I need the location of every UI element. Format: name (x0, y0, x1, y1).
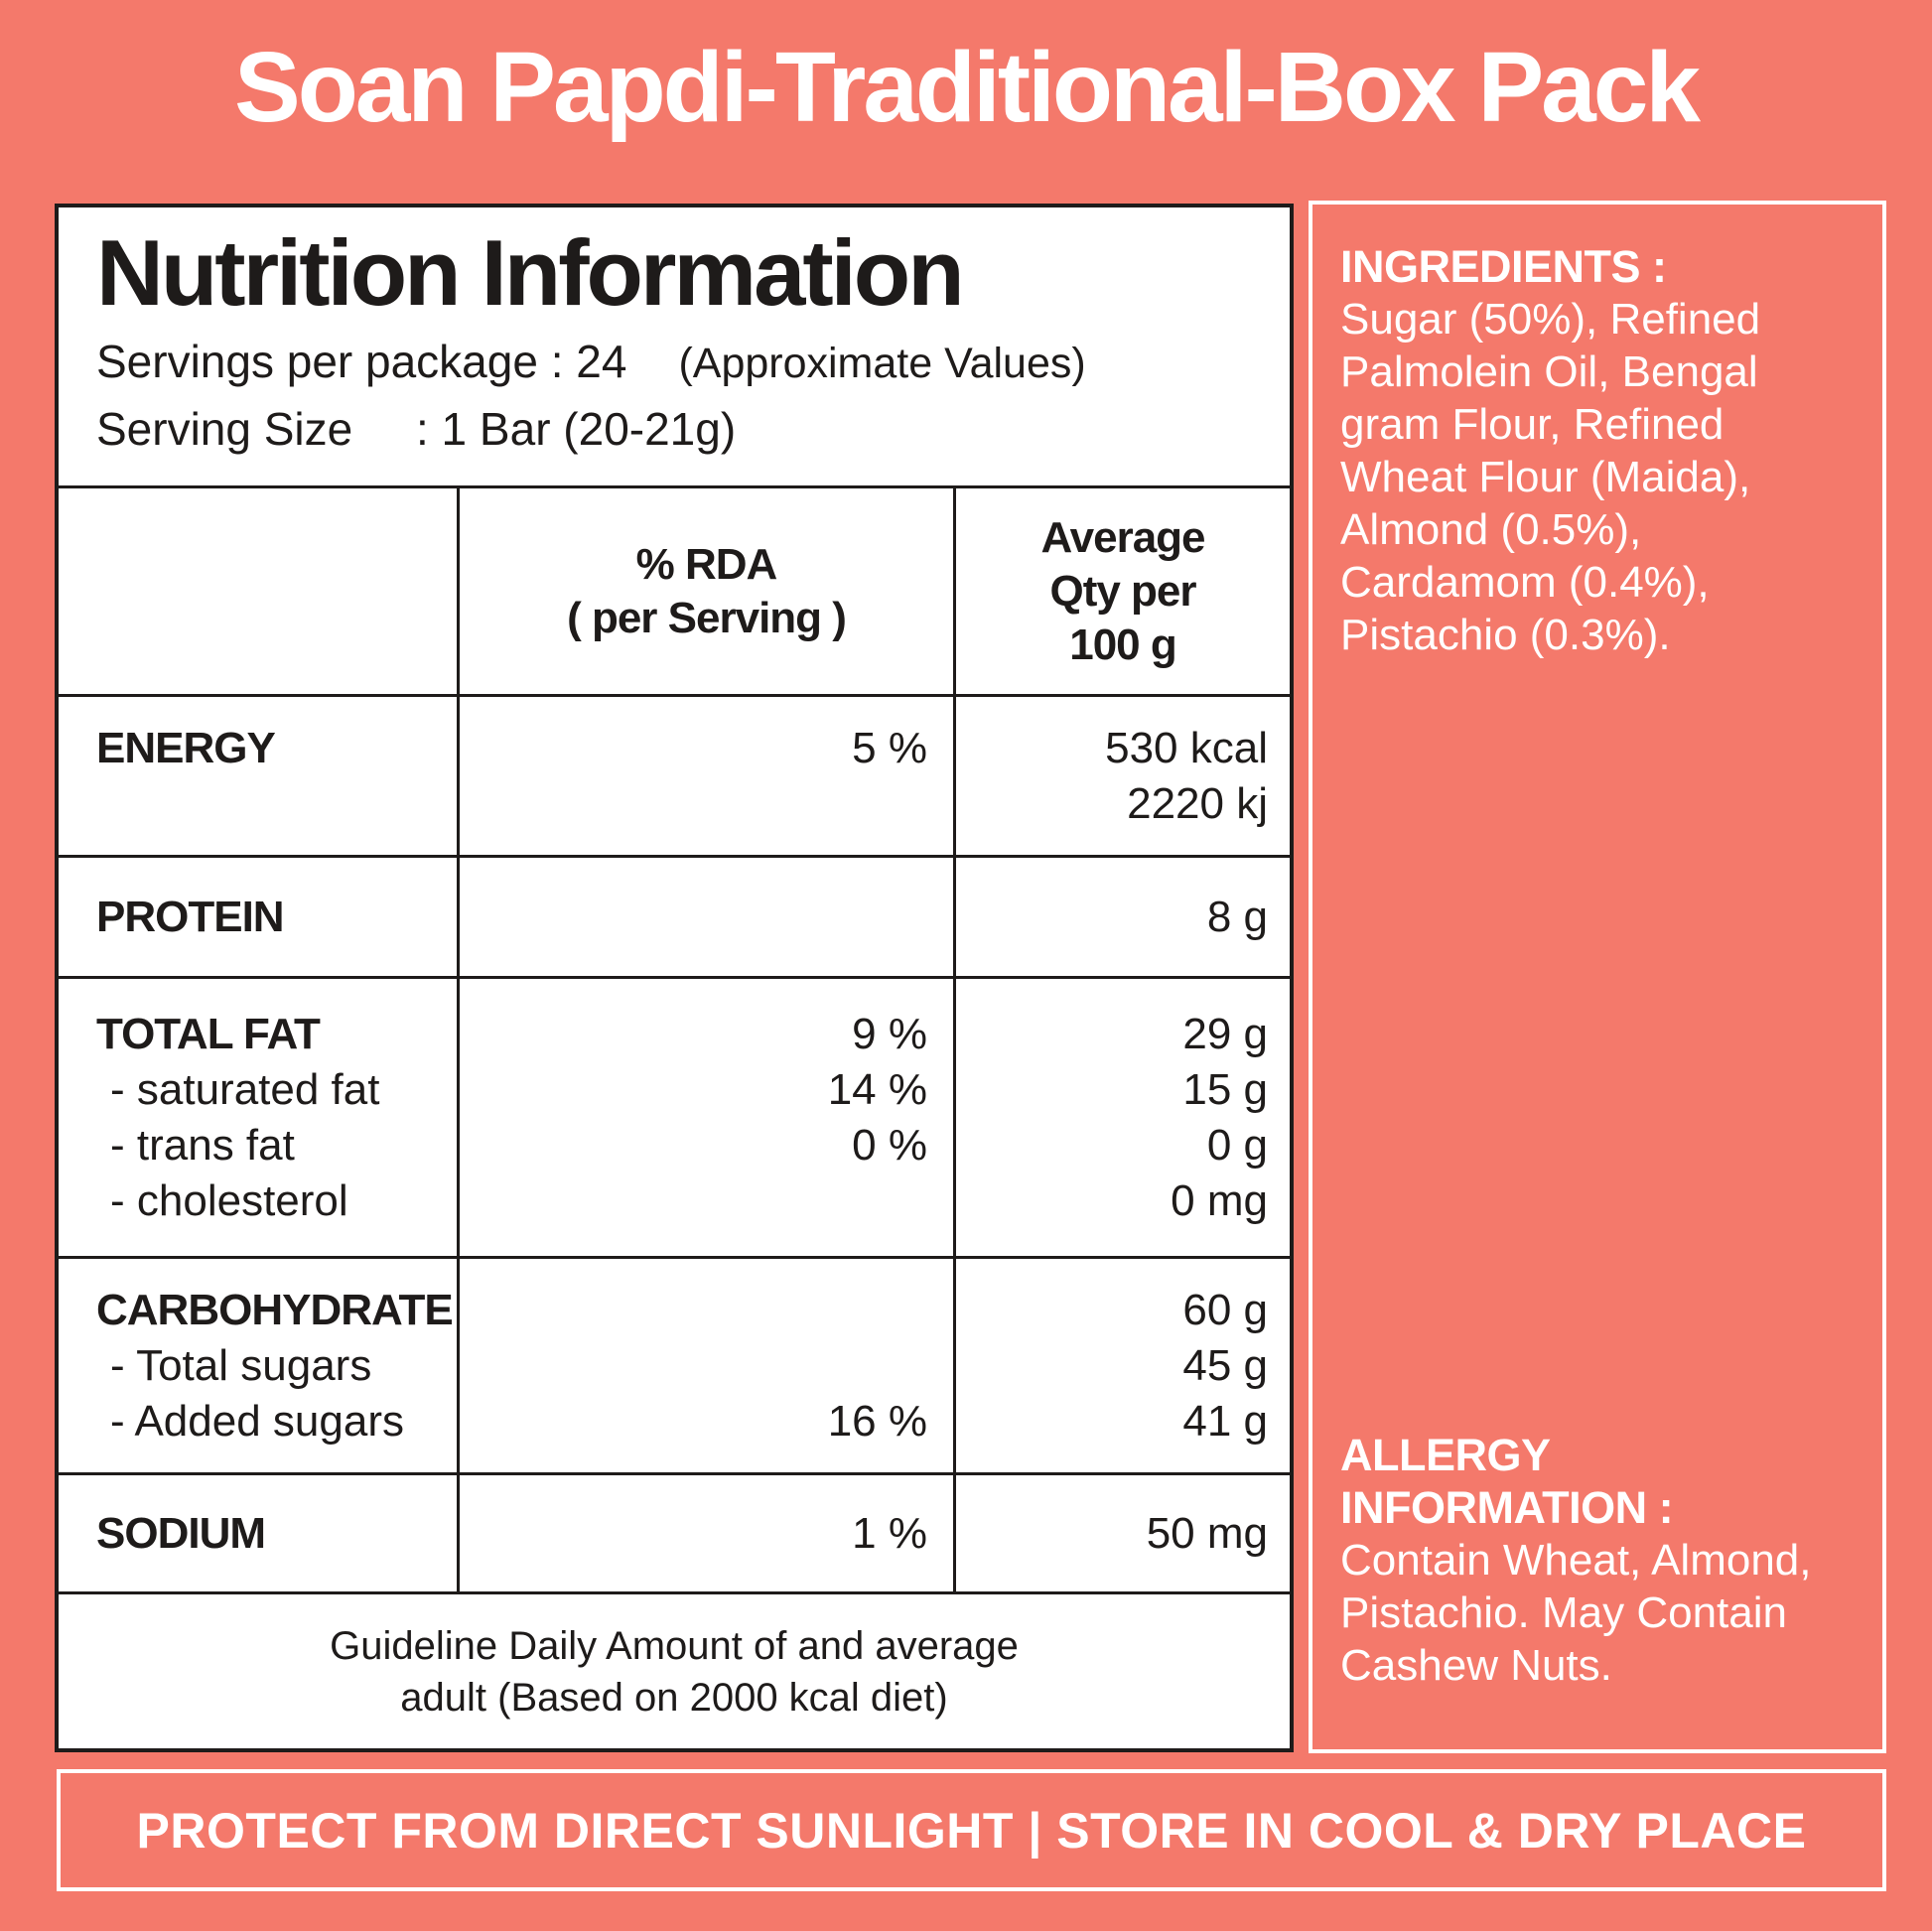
carbohydrate-label: CARBOHYDRATE (96, 1285, 453, 1334)
energy-label-cell (59, 697, 457, 855)
serving-size-line (96, 402, 1266, 456)
energy-qty-cell (953, 697, 1290, 855)
allergy-heading: ALLERGY INFORMATION : (1340, 1430, 1674, 1533)
rda-header-line: % RDA (635, 539, 777, 589)
protein-label-cell (59, 858, 457, 976)
avg-header-line: Average (1040, 512, 1205, 562)
cholesterol-label: - cholesterol (110, 1175, 348, 1225)
energy-label: ENERGY (96, 723, 275, 772)
energy-rda-cell (457, 697, 953, 855)
total-fat-label: TOTAL FAT (96, 1009, 320, 1058)
servings-line (96, 335, 1266, 388)
carbohydrate-rda-cell (457, 1259, 953, 1472)
added-sugars-label: - Added sugars (110, 1396, 404, 1446)
nutrition-table (59, 485, 1290, 1748)
added-sugars-rda-value: 16 % (827, 1396, 927, 1446)
spacer-line (460, 1173, 953, 1229)
spacer-line (460, 1338, 953, 1394)
table-row-sodium (59, 1475, 1290, 1594)
protein-rda-cell (457, 858, 953, 976)
total-fat-rda-value: 9 % (852, 1009, 927, 1058)
carbohydrate-qty-value: 60 g (1182, 1285, 1268, 1334)
saturated-fat-rda-value: 14 % (827, 1064, 927, 1114)
serving-size-label: Serving Size (96, 403, 353, 455)
carbohydrate-label-cell (59, 1259, 457, 1472)
total-fat-qty-value: 29 g (1182, 1009, 1268, 1058)
sodium-qty-value: 50 mg (1146, 1508, 1268, 1558)
guideline-note-line: Guideline Daily Amount of and average (330, 1623, 1019, 1668)
avg-header-line: Qty per (1049, 566, 1196, 616)
total-fat-label-cell (59, 979, 457, 1256)
spacer-line (460, 776, 953, 832)
energy-kcal-value: 530 kcal (1105, 723, 1268, 772)
trans-fat-label: - trans fat (110, 1120, 295, 1170)
header-avg-cell (953, 488, 1290, 694)
servings-per-package: Servings per package : 24 (96, 336, 627, 387)
ingredients-heading: INGREDIENTS : (1340, 241, 1667, 292)
sodium-label: SODIUM (96, 1508, 265, 1558)
nutrition-box (55, 204, 1294, 1752)
table-row-carbohydrate (59, 1259, 1290, 1475)
storage-instructions-text: PROTECT FROM DIRECT SUNLIGHT | STORE IN COOL & DRY PLACE (136, 1802, 1807, 1859)
avg-header-line: 100 g (1069, 620, 1176, 669)
trans-fat-rda-value: 0 % (852, 1120, 927, 1170)
spacer-line (460, 890, 953, 945)
header-blank-cell (59, 488, 457, 694)
guideline-note-line: adult (Based on 2000 kcal diet) (400, 1675, 948, 1720)
spacer-line (96, 776, 457, 832)
serving-size-value: : 1 Bar (20-21g) (416, 403, 737, 455)
nutrition-heading: Nutrition Information (96, 220, 962, 325)
total-sugars-qty-value: 45 g (1182, 1340, 1268, 1390)
trans-fat-qty-value: 0 g (1206, 1120, 1268, 1170)
rda-header-line: ( per Serving ) (567, 593, 846, 642)
sodium-rda-value: 1 % (852, 1508, 927, 1558)
saturated-fat-qty-value: 15 g (1182, 1064, 1268, 1114)
saturated-fat-label: - saturated fat (110, 1064, 380, 1114)
total-sugars-label: - Total sugars (110, 1340, 372, 1390)
cholesterol-qty-value: 0 mg (1171, 1175, 1268, 1225)
sodium-qty-cell (953, 1475, 1290, 1591)
protein-label: PROTEIN (96, 892, 284, 941)
total-fat-qty-cell (953, 979, 1290, 1256)
allergy-text: Contain Wheat, Almond, Pistachio. May Contain Cashew Nuts. (1340, 1536, 1812, 1690)
carbohydrate-qty-cell (953, 1259, 1290, 1472)
sodium-label-cell (59, 1475, 457, 1591)
product-title: Soan Papdi-Traditional-Box Pack (234, 32, 1698, 143)
nutrition-header (59, 207, 1290, 485)
table-row-protein (59, 858, 1290, 979)
energy-kj-value: 2220 kj (1127, 778, 1268, 828)
allergy-block (1340, 1429, 1829, 1692)
storage-instructions-banner (57, 1769, 1886, 1891)
ingredients-text: Sugar (50%), Refined Palmolein Oil, Bengal gram Flour, Refined Wheat Flour (Maida), Almond (0.5%), Cardamom (0.4%), Pistachio (0.3%). (1340, 295, 1761, 659)
added-sugars-qty-value: 41 g (1182, 1396, 1268, 1446)
table-row-total-fat (59, 979, 1290, 1259)
energy-rda-value: 5 % (852, 723, 927, 772)
approximate-values-note: (Approximate Values) (678, 340, 1086, 387)
spacer-line (460, 1283, 953, 1338)
total-fat-rda-cell (457, 979, 953, 1256)
protein-qty-cell (953, 858, 1290, 976)
table-header-row (59, 488, 1290, 697)
ingredients-block (1340, 240, 1829, 661)
sodium-rda-cell (457, 1475, 953, 1591)
table-footer (59, 1594, 1290, 1748)
ingredients-panel (1309, 201, 1886, 1753)
header-rda-cell (457, 488, 953, 694)
table-row-energy (59, 697, 1290, 858)
protein-qty-value: 8 g (1206, 892, 1268, 941)
